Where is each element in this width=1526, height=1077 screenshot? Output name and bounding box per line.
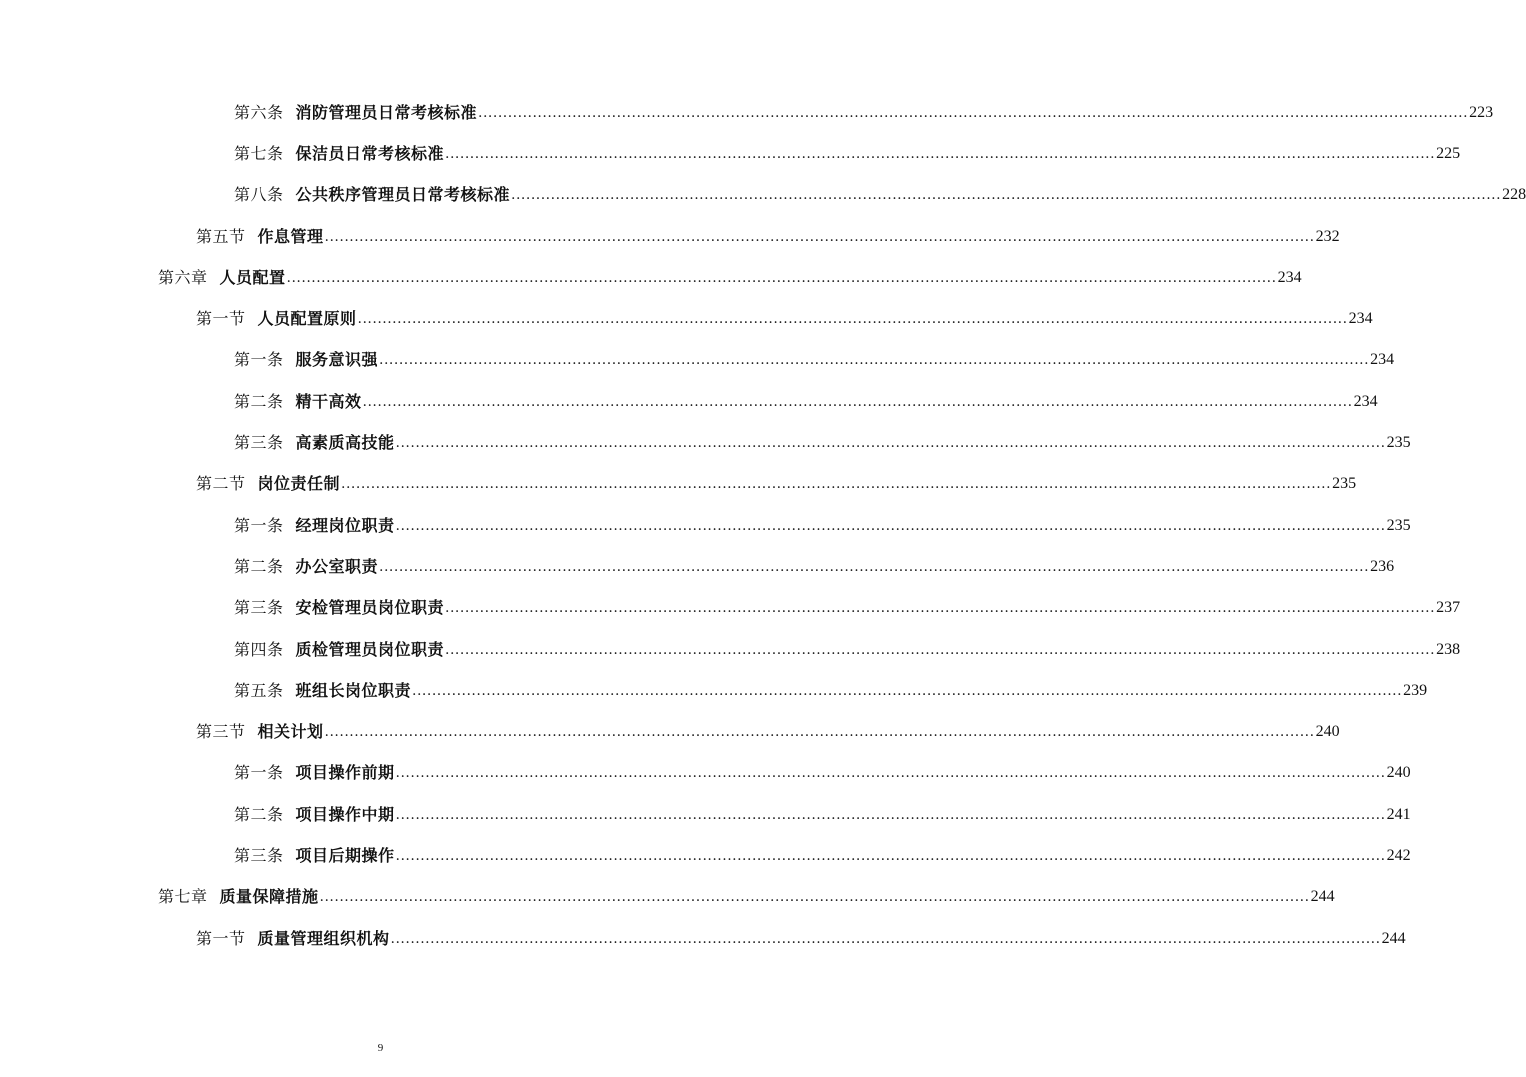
toc-entry[interactable] — [0, 835, 1411, 876]
toc-entry-title: 相关计划 — [257, 722, 324, 742]
toc-entry-label: 第七章 — [158, 887, 208, 907]
toc-entry-page: 228 — [1502, 186, 1526, 204]
toc-dot-leader: ........................................................................................................................................................................................................ — [445, 145, 1436, 162]
toc-entry-page: 223 — [1469, 103, 1494, 121]
toc-entry-title: 保洁员日常考核标准 — [295, 143, 445, 163]
toc-entry-page: 244 — [1381, 929, 1406, 947]
toc-dot-leader: ........................................................................................................................................................................................................ — [412, 682, 1403, 699]
toc-dot-leader: ........................................................................................................................................................................................................ — [319, 889, 1310, 906]
toc-entry-title: 高素质高技能 — [295, 433, 395, 453]
toc-entry-page: 244 — [1310, 888, 1335, 906]
toc-entry-page: 240 — [1315, 723, 1340, 741]
toc-entry-title: 岗位责任制 — [257, 474, 341, 494]
toc-entry-label: 第五条 — [234, 680, 284, 700]
toc-entry-label: 第三节 — [196, 722, 246, 742]
toc-entry-label: 第四条 — [234, 639, 284, 659]
toc-entry-title: 项目操作中期 — [295, 804, 395, 824]
toc-dot-leader: ........................................................................................................................................................................................................ — [395, 435, 1386, 452]
toc-entry-label: 第一节 — [196, 309, 246, 329]
toc-entry[interactable] — [0, 422, 1411, 463]
toc-entry-title: 人员配置 — [219, 267, 286, 287]
toc-entry-label: 第二节 — [196, 474, 246, 494]
toc-entry-title: 消防管理员日常考核标准 — [295, 102, 478, 122]
toc-entry-label: 第一条 — [234, 350, 284, 370]
toc-entry-page: 238 — [1436, 640, 1461, 658]
toc-entry-title: 项目后期操作 — [295, 845, 395, 865]
toc-entry[interactable] — [0, 877, 1335, 918]
toc-dot-leader: ........................................................................................................................................................................................................ — [286, 269, 1277, 286]
toc-entry[interactable] — [0, 670, 1428, 711]
toc-dot-leader: ........................................................................................................................................................................................................ — [379, 352, 1370, 369]
toc-entry-title: 班组长岗位职责 — [295, 680, 412, 700]
toc-dot-leader: ........................................................................................................................................................................................................ — [341, 476, 1332, 493]
toc-entry[interactable] — [0, 753, 1411, 794]
toc-entry-title: 项目操作前期 — [295, 763, 395, 783]
toc-entry[interactable] — [0, 175, 1526, 216]
toc-dot-leader: ........................................................................................................................................................................................................ — [511, 187, 1502, 204]
toc-entry[interactable] — [0, 340, 1395, 381]
toc-entry-page: 236 — [1370, 557, 1395, 575]
toc-entry-label: 第三条 — [234, 433, 284, 453]
toc-entry[interactable] — [0, 546, 1395, 587]
table-of-contents — [0, 92, 1526, 959]
toc-entry-title: 质量保障措施 — [219, 887, 319, 907]
toc-entry[interactable] — [0, 464, 1357, 505]
toc-entry-label: 第一条 — [234, 515, 284, 535]
toc-entry[interactable] — [0, 298, 1373, 339]
toc-dot-leader: ........................................................................................................................................................................................................ — [324, 724, 1315, 741]
toc-entry-title: 服务意识强 — [295, 350, 379, 370]
toc-entry-title: 公共秩序管理员日常考核标准 — [295, 185, 511, 205]
toc-entry-label: 第五节 — [196, 226, 246, 246]
toc-entry-page: 235 — [1332, 475, 1357, 493]
toc-entry-title: 精干高效 — [295, 391, 362, 411]
toc-entry-title: 作息管理 — [257, 226, 324, 246]
toc-entry-page: 240 — [1386, 764, 1411, 782]
toc-entry[interactable] — [0, 216, 1340, 257]
toc-entry-label: 第三条 — [234, 845, 284, 865]
toc-entry[interactable] — [0, 711, 1340, 752]
toc-entry[interactable] — [0, 629, 1461, 670]
toc-entry-label: 第一条 — [234, 763, 284, 783]
page-number: 9 — [377, 1042, 384, 1054]
toc-entry-page: 234 — [1348, 310, 1373, 328]
toc-entry-page: 232 — [1315, 227, 1340, 245]
toc-entry[interactable] — [0, 588, 1461, 629]
toc-entry-label: 第七条 — [234, 143, 284, 163]
toc-entry-label: 第八条 — [234, 185, 284, 205]
toc-entry-page: 234 — [1370, 351, 1395, 369]
toc-entry-label: 第二条 — [234, 804, 284, 824]
toc-dot-leader: ........................................................................................................................................................................................................ — [445, 600, 1436, 617]
toc-dot-leader: ........................................................................................................................................................................................................ — [478, 104, 1469, 121]
toc-entry-title: 办公室职责 — [295, 556, 379, 576]
toc-entry-title: 经理岗位职责 — [295, 515, 395, 535]
toc-entry[interactable] — [0, 381, 1378, 422]
toc-entry-title: 安检管理员岗位职责 — [295, 598, 445, 618]
toc-entry-page: 237 — [1436, 599, 1461, 617]
toc-entry-page: 234 — [1353, 392, 1378, 410]
toc-entry[interactable] — [0, 505, 1411, 546]
toc-entry-title: 质量管理组织机构 — [257, 928, 390, 948]
toc-dot-leader: ........................................................................................................................................................................................................ — [445, 641, 1436, 658]
toc-entry-label: 第一节 — [196, 928, 246, 948]
toc-entry-page: 242 — [1386, 846, 1411, 864]
toc-dot-leader: ........................................................................................................................................................................................................ — [395, 806, 1386, 823]
toc-entry-page: 235 — [1386, 434, 1411, 452]
toc-entry[interactable] — [0, 257, 1302, 298]
toc-dot-leader: ........................................................................................................................................................................................................ — [395, 765, 1386, 782]
toc-dot-leader: ........................................................................................................................................................................................................ — [395, 517, 1386, 534]
toc-entry[interactable] — [0, 794, 1411, 835]
toc-entry-label: 第三条 — [234, 598, 284, 618]
toc-entry-page: 235 — [1386, 516, 1411, 534]
toc-entry-page: 225 — [1436, 144, 1461, 162]
toc-entry-label: 第六章 — [158, 267, 208, 287]
toc-entry[interactable] — [0, 92, 1494, 133]
toc-entry[interactable] — [0, 133, 1461, 174]
toc-entry-page: 234 — [1277, 268, 1302, 286]
toc-entry-label: 第二条 — [234, 556, 284, 576]
toc-dot-leader: ........................................................................................................................................................................................................ — [395, 847, 1386, 864]
toc-entry-label: 第二条 — [234, 391, 284, 411]
toc-entry[interactable] — [0, 918, 1406, 959]
toc-entry-title: 质检管理员岗位职责 — [295, 639, 445, 659]
toc-entry-page: 241 — [1386, 805, 1411, 823]
toc-dot-leader: ........................................................................................................................................................................................................ — [362, 393, 1353, 410]
toc-dot-leader: ........................................................................................................................................................................................................ — [324, 228, 1315, 245]
toc-dot-leader: ........................................................................................................................................................................................................ — [379, 558, 1370, 575]
toc-entry-page: 239 — [1403, 681, 1428, 699]
toc-dot-leader: ........................................................................................................................................................................................................ — [390, 930, 1381, 947]
toc-dot-leader: ........................................................................................................................................................................................................ — [357, 311, 1348, 328]
toc-entry-label: 第六条 — [234, 102, 284, 122]
toc-entry-title: 人员配置原则 — [257, 309, 357, 329]
